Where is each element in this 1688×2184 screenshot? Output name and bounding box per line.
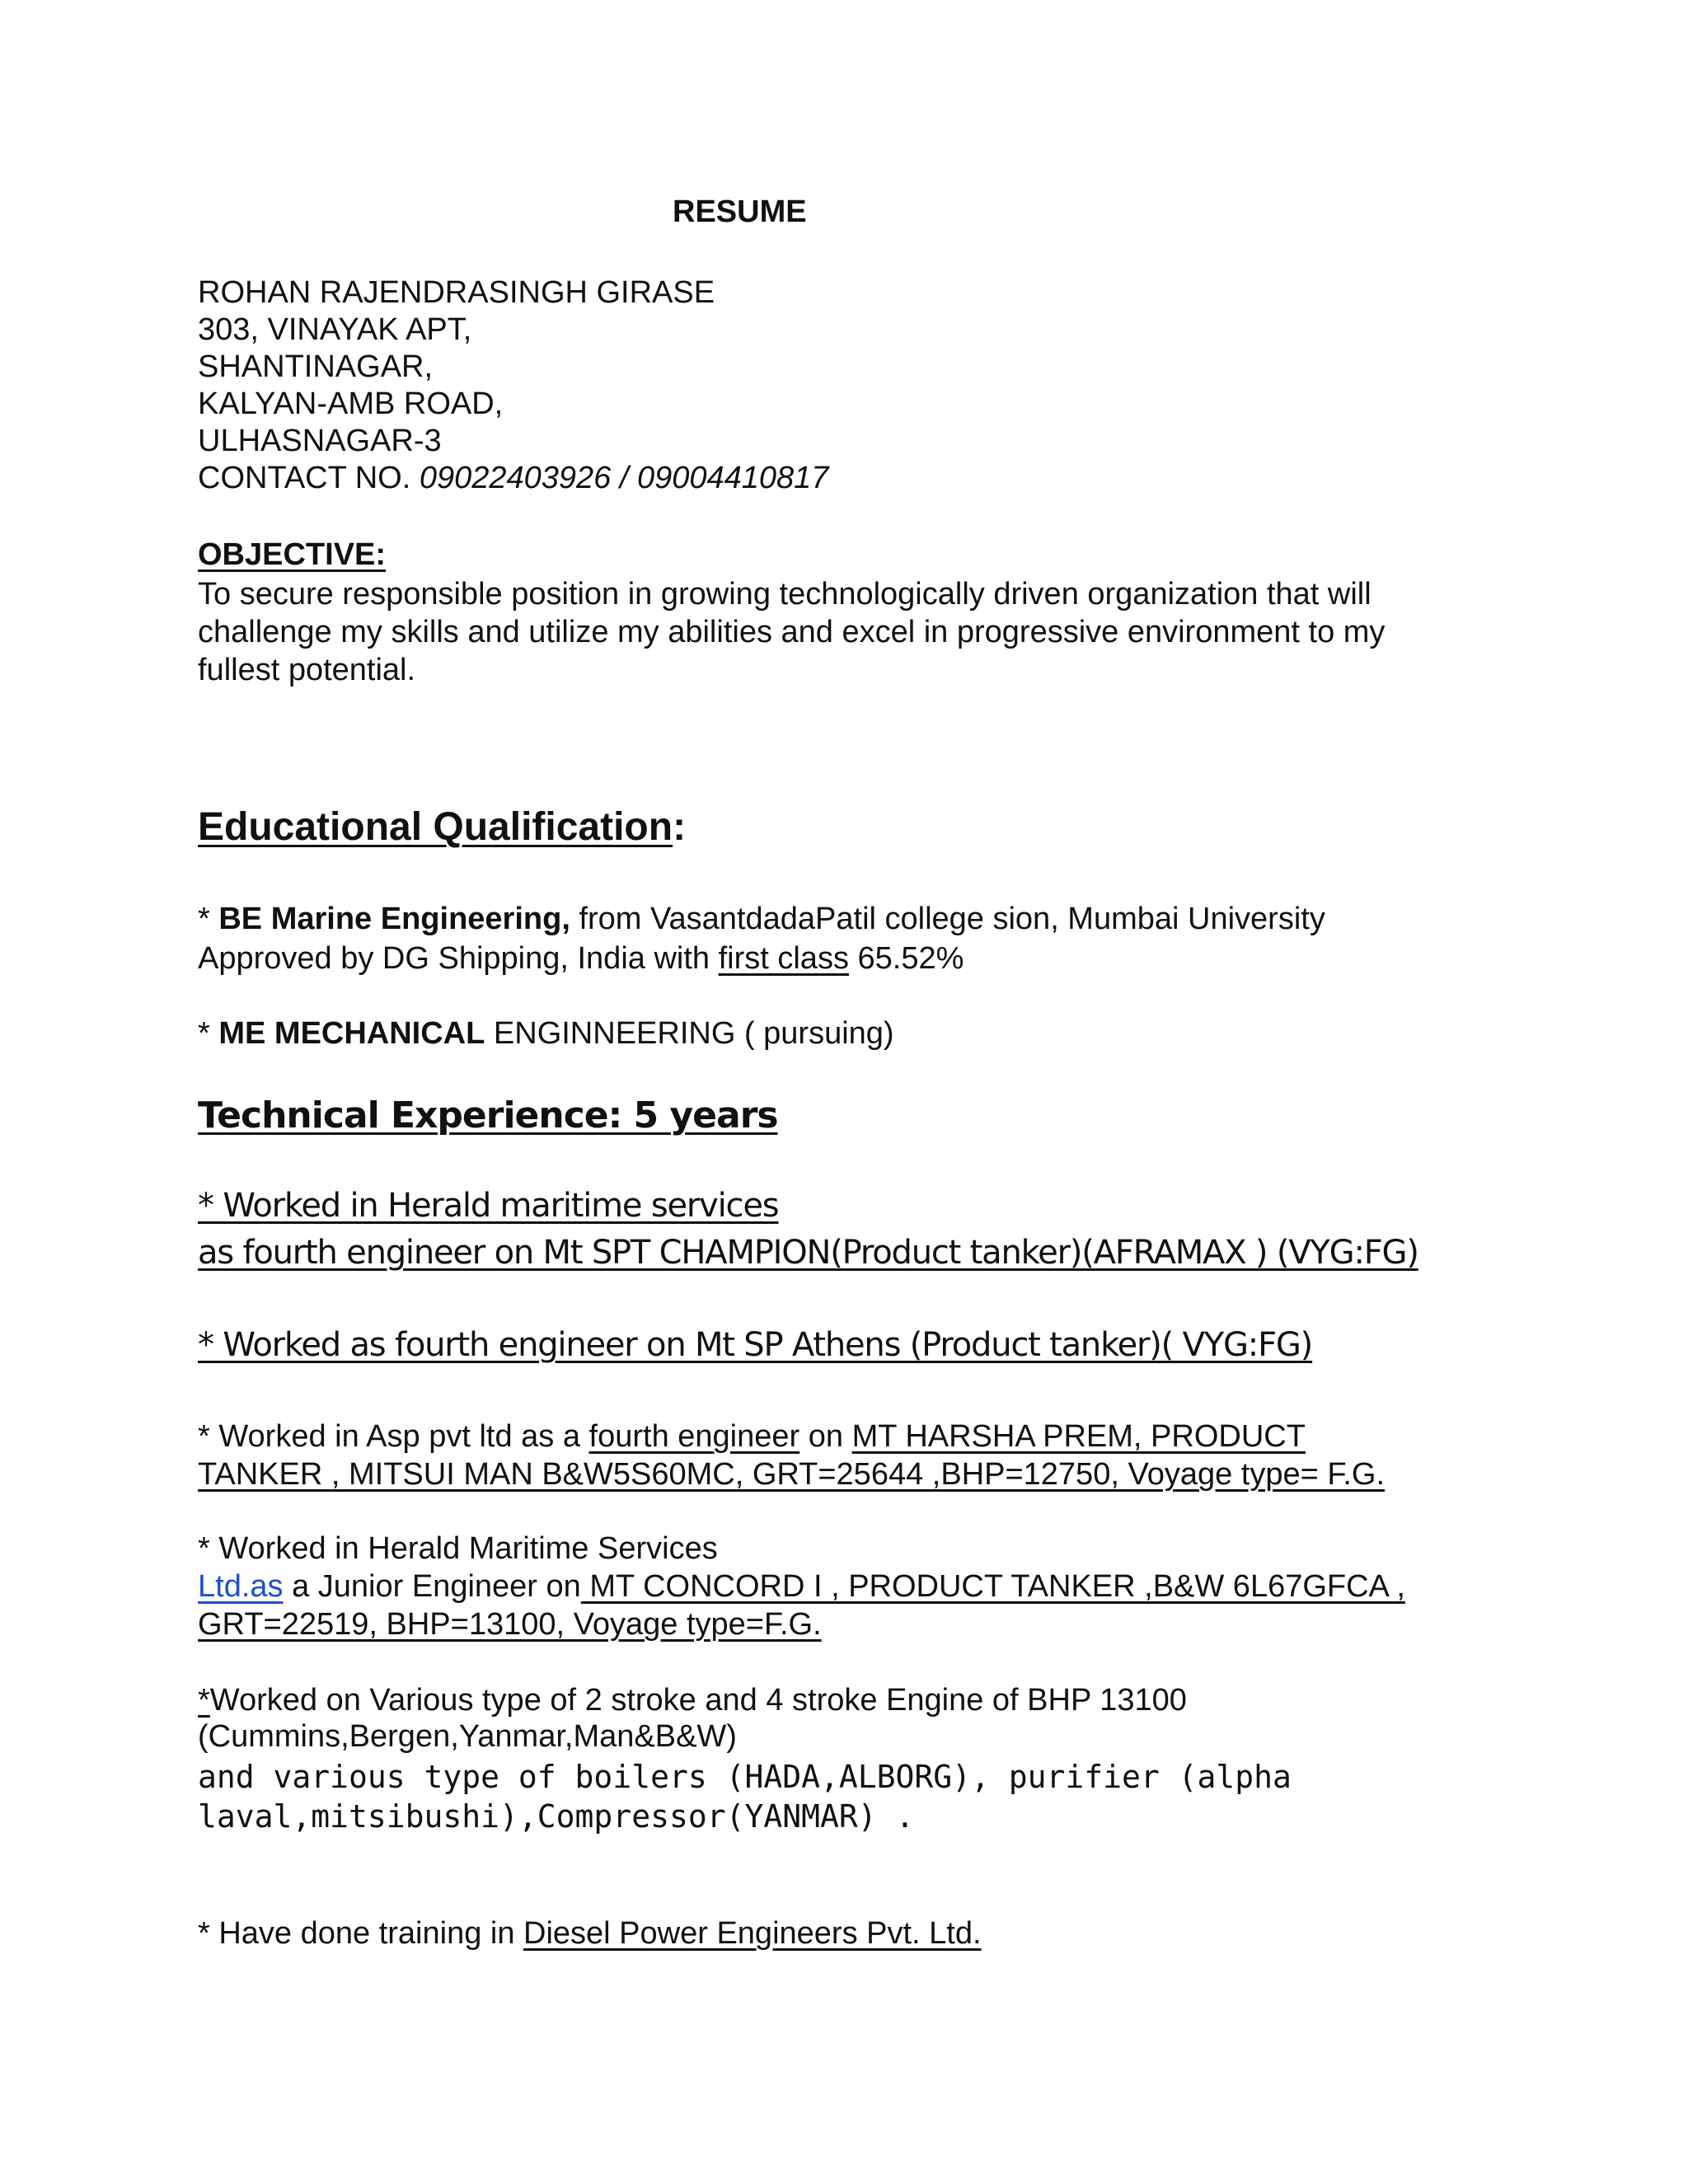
education-heading-colon: : xyxy=(673,805,687,849)
contact-line xyxy=(198,459,828,497)
objective-line: challenge my skills and utilize my abilities and excel in progressive environment to my xyxy=(198,615,1386,649)
education-heading xyxy=(198,804,686,850)
contact-label: CONTACT NO. xyxy=(198,461,411,495)
company-link[interactable]: Ltd.as xyxy=(198,1569,284,1604)
vessel-text: MT HARSHA PREM, PRODUCT xyxy=(851,1419,1306,1454)
education-approval-line xyxy=(198,940,964,977)
role-text: fourth engineer xyxy=(588,1419,800,1454)
item-text: * Have done training in xyxy=(198,1916,524,1951)
approval-text: Approved by DG Shipping, India with xyxy=(198,941,719,976)
experience-item: * Worked in Herald maritime services xyxy=(198,1187,779,1225)
bullet: * xyxy=(198,902,219,936)
bullet: * xyxy=(198,1683,210,1718)
address-line: KALYAN-AMB ROAD, xyxy=(198,387,504,421)
education-item xyxy=(198,900,1325,938)
experience-item-line xyxy=(198,1568,1405,1605)
experience-item xyxy=(198,1915,982,1952)
vessel-details: TANKER , MITSUI MAN B&W5S60MC, GRT=25644 ,BHP=12750, Voyage type= F.G. xyxy=(198,1457,1386,1492)
item-text: Worked on Various type of 2 stroke and 4 stroke Engine of BHP 13100 xyxy=(209,1683,1187,1718)
address-line: SHANTINAGAR, xyxy=(198,349,434,384)
objective-heading: OBJECTIVE: xyxy=(198,537,387,572)
item-text: a Junior Engineer on xyxy=(283,1569,581,1604)
first-class-text: first class xyxy=(718,941,849,976)
degree-details: ENGINNEERING ( pursuing) xyxy=(485,1016,894,1051)
experience-item-line: and various type of boilers (HADA,ALBORG), purifier (alpha xyxy=(198,1759,1292,1795)
education-heading-text: Educational Qualification xyxy=(198,805,673,849)
experience-item xyxy=(198,1681,1187,1719)
vessel-text: MT CONCORD I , PRODUCT TANKER ,B&W 6L67GFCA , xyxy=(580,1569,1405,1604)
item-text: on xyxy=(799,1419,852,1454)
experience-item: as fourth engineer on Mt SPT CHAMPION(Product tanker)(AFRAMAX ) (VYG:FG) xyxy=(198,1234,1418,1272)
degree-details: from VasantdadaPatil college sion, Mumbai University xyxy=(570,902,1325,936)
percentage-text: 65.52% xyxy=(848,941,964,976)
experience-item xyxy=(198,1418,1306,1455)
training-company: Diesel Power Engineers Pvt. Ltd. xyxy=(523,1916,982,1951)
experience-item-line: (Cummins,Bergen,Yanmar,Man&B&W) xyxy=(198,1719,737,1754)
education-item xyxy=(198,1015,894,1052)
experience-item: * Worked in Herald Maritime Services xyxy=(198,1531,718,1566)
objective-line: fullest potential. xyxy=(198,653,416,687)
degree-name: BE Marine Engineering, xyxy=(218,902,570,936)
document-title: RESUME xyxy=(673,194,807,229)
bullet: * xyxy=(198,1016,219,1051)
contact-numbers: 09022403926 / 09004410817 xyxy=(419,461,829,495)
item-text: * Worked in Asp pvt ltd as a xyxy=(198,1419,589,1454)
objective-line: To secure responsible position in growing technologically driven organization that will xyxy=(198,577,1372,612)
applicant-name: ROHAN RAJENDRASINGH GIRASE xyxy=(198,275,715,310)
experience-item: * Worked as fourth engineer on Mt SP Athens (Product tanker)( VYG:FG) xyxy=(198,1326,1313,1364)
address-line: ULHASNAGAR-3 xyxy=(198,424,442,458)
vessel-details: GRT=22519, BHP=13100, Voyage type=F.G. xyxy=(198,1607,822,1642)
experience-item-line: laval,mitsibushi),Compressor(YANMAR) . xyxy=(198,1798,915,1835)
degree-name: ME MECHANICAL xyxy=(218,1016,485,1051)
experience-heading: Technical Experience: 5 years xyxy=(198,1094,778,1137)
address-line: 303, VINAYAK APT, xyxy=(198,312,472,347)
